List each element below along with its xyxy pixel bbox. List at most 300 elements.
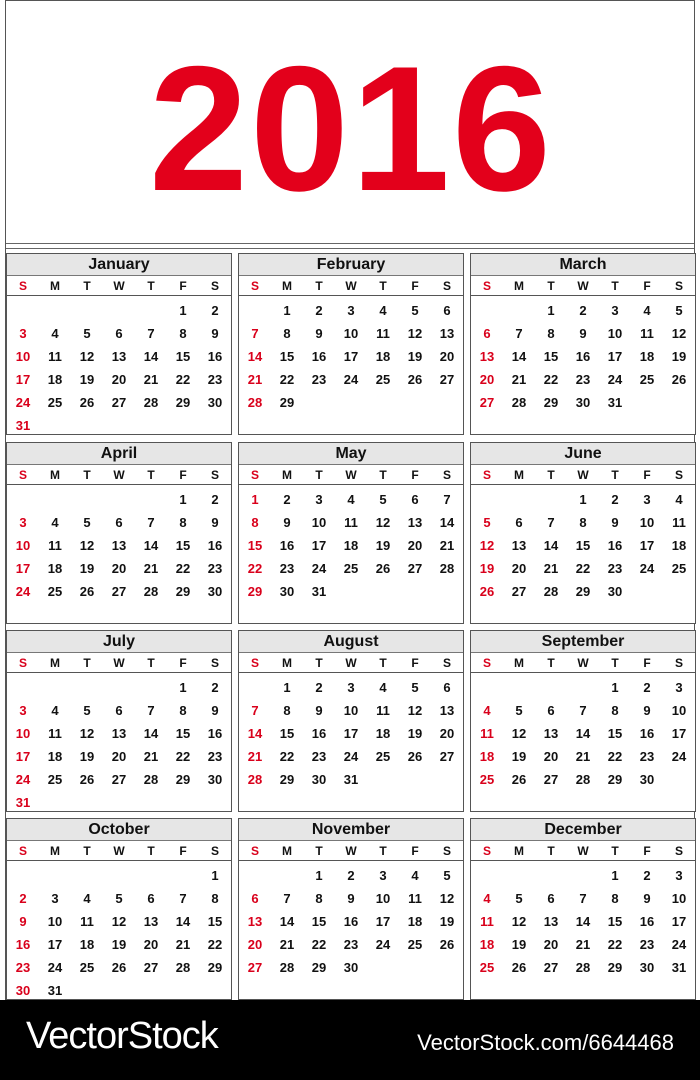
week-row <box>239 699 463 722</box>
day-cell: 11 <box>480 726 494 741</box>
week-row <box>239 864 463 887</box>
weekday-label: F <box>411 843 419 858</box>
day-cell: 9 <box>315 326 323 341</box>
day-cell: 8 <box>179 326 187 341</box>
week-row <box>7 391 231 414</box>
day-cell: 12 <box>79 726 95 741</box>
day-cell: 18 <box>479 937 495 952</box>
day-cell: 9 <box>211 326 219 341</box>
day-cell: 7 <box>179 891 187 906</box>
day-cell: 14 <box>143 349 159 364</box>
weekday-label: T <box>547 843 555 858</box>
weekday-label: S <box>442 467 451 482</box>
day-cell: 22 <box>279 372 295 387</box>
weekday-label: S <box>442 655 451 670</box>
day-cell: 11 <box>48 349 62 364</box>
day-cell: 2 <box>579 303 587 318</box>
day-cell: 30 <box>207 395 223 410</box>
weekday-header <box>471 465 695 485</box>
day-cell: 23 <box>207 749 223 764</box>
day-cell: 10 <box>343 326 359 341</box>
day-cell: 27 <box>439 749 455 764</box>
week-row <box>239 345 463 368</box>
day-cell: 1 <box>611 868 619 883</box>
week-row <box>239 368 463 391</box>
week-row <box>239 322 463 345</box>
calendar-sheet <box>5 0 695 1000</box>
day-cell: 17 <box>15 561 31 576</box>
day-cell: 14 <box>143 538 159 553</box>
day-cell: 24 <box>47 960 63 975</box>
day-cell: 30 <box>311 772 327 787</box>
week-row <box>471 745 695 768</box>
day-cell: 2 <box>347 868 355 883</box>
day-cell: 16 <box>207 349 223 364</box>
day-cell: 30 <box>207 584 223 599</box>
day-cell: 9 <box>283 515 291 530</box>
day-cell: 15 <box>175 349 191 364</box>
day-cell: 12 <box>111 914 127 929</box>
day-cell: 7 <box>147 703 155 718</box>
day-cell: 12 <box>511 914 527 929</box>
day-cell: 31 <box>47 983 63 998</box>
day-cell: 29 <box>607 960 623 975</box>
week-row <box>471 910 695 933</box>
day-cell: 18 <box>639 349 655 364</box>
day-cell: 4 <box>51 515 59 530</box>
day-cell: 10 <box>607 326 623 341</box>
day-cell: 10 <box>15 538 31 553</box>
day-cell: 31 <box>15 795 31 810</box>
week-row <box>239 534 463 557</box>
day-cell: 27 <box>479 395 495 410</box>
day-cell: 28 <box>143 395 159 410</box>
weekday-label: T <box>379 467 387 482</box>
day-cell: 5 <box>515 891 523 906</box>
weekday-header <box>7 841 231 861</box>
day-cell: 10 <box>343 703 359 718</box>
day-cell: 25 <box>479 772 495 787</box>
day-cell: 6 <box>147 891 155 906</box>
day-cell: 5 <box>83 515 91 530</box>
week-row <box>471 299 695 322</box>
day-cell: 12 <box>479 538 495 553</box>
weekday-label: T <box>147 843 155 858</box>
day-cell: 8 <box>579 515 587 530</box>
weeks <box>471 861 695 979</box>
day-cell: 10 <box>375 891 391 906</box>
day-cell: 7 <box>579 891 587 906</box>
day-cell: 13 <box>111 538 127 553</box>
day-cell: 11 <box>48 538 62 553</box>
day-cell: 4 <box>411 868 419 883</box>
week-row <box>7 956 231 979</box>
day-cell: 19 <box>375 538 391 553</box>
day-cell: 13 <box>543 914 559 929</box>
weekday-label: W <box>113 655 125 670</box>
day-cell: 20 <box>439 349 455 364</box>
day-cell: 28 <box>279 960 295 975</box>
day-cell: 25 <box>479 960 495 975</box>
week-row <box>471 722 695 745</box>
day-cell: 18 <box>671 538 687 553</box>
day-cell: 12 <box>671 326 687 341</box>
day-cell: 28 <box>247 772 263 787</box>
day-cell: 6 <box>115 703 123 718</box>
day-cell: 23 <box>207 561 223 576</box>
weekday-header <box>471 276 695 296</box>
weekday-header <box>239 841 463 861</box>
day-cell: 26 <box>79 395 95 410</box>
day-cell: 21 <box>543 561 559 576</box>
day-cell: 5 <box>115 891 123 906</box>
weekday-label: F <box>643 278 651 293</box>
weekday-label: S <box>210 278 219 293</box>
day-cell: 6 <box>443 303 451 318</box>
day-cell: 22 <box>575 561 591 576</box>
day-cell: 11 <box>344 515 358 530</box>
day-cell: 25 <box>375 372 391 387</box>
day-cell: 30 <box>279 584 295 599</box>
weekday-header <box>239 465 463 485</box>
day-cell: 13 <box>439 326 455 341</box>
day-cell: 6 <box>443 680 451 695</box>
weekday-label: T <box>147 278 155 293</box>
day-cell: 18 <box>375 349 391 364</box>
day-cell: 2 <box>19 891 27 906</box>
week-row <box>239 580 463 603</box>
weekday-label: S <box>482 655 491 670</box>
day-cell: 6 <box>547 891 555 906</box>
day-cell: 15 <box>607 914 623 929</box>
day-cell: 2 <box>211 492 219 507</box>
day-cell: 1 <box>283 303 291 318</box>
day-cell: 10 <box>671 891 687 906</box>
weeks <box>471 673 695 791</box>
month-february <box>238 253 464 435</box>
day-cell: 3 <box>643 492 651 507</box>
weekday-label: T <box>83 843 91 858</box>
weekday-label: S <box>250 278 259 293</box>
weekday-label: F <box>179 843 187 858</box>
day-cell: 23 <box>575 372 591 387</box>
week-row <box>239 745 463 768</box>
weekday-label: W <box>113 278 125 293</box>
day-cell: 18 <box>375 726 391 741</box>
divider <box>6 248 694 249</box>
day-cell: 26 <box>79 584 95 599</box>
day-cell: 15 <box>543 349 559 364</box>
day-cell: 9 <box>643 891 651 906</box>
day-cell: 11 <box>376 703 390 718</box>
day-cell: 22 <box>311 937 327 952</box>
week-row <box>471 488 695 511</box>
day-cell: 10 <box>671 703 687 718</box>
day-cell: 18 <box>479 749 495 764</box>
day-cell: 24 <box>15 584 31 599</box>
day-cell: 1 <box>179 492 187 507</box>
day-cell: 31 <box>671 960 687 975</box>
day-cell: 1 <box>251 492 259 507</box>
month-september <box>470 630 696 812</box>
day-cell: 21 <box>143 561 159 576</box>
day-cell: 25 <box>47 584 63 599</box>
month-october <box>6 818 232 1000</box>
day-cell: 29 <box>607 772 623 787</box>
day-cell: 7 <box>579 703 587 718</box>
weekday-label: M <box>514 467 524 482</box>
day-cell: 3 <box>315 492 323 507</box>
day-cell: 1 <box>179 303 187 318</box>
weekday-label: T <box>379 278 387 293</box>
day-cell: 20 <box>511 561 527 576</box>
week-row <box>471 768 695 791</box>
day-cell: 25 <box>79 960 95 975</box>
day-cell: 2 <box>643 868 651 883</box>
day-cell: 6 <box>411 492 419 507</box>
weekday-header <box>7 465 231 485</box>
divider <box>6 243 694 244</box>
day-cell: 27 <box>247 960 263 975</box>
month-title: September <box>471 631 695 653</box>
week-row <box>471 580 695 603</box>
day-cell: 20 <box>111 561 127 576</box>
weekday-label: W <box>577 655 589 670</box>
day-cell: 27 <box>543 772 559 787</box>
weekday-label: S <box>674 278 683 293</box>
day-cell: 23 <box>279 561 295 576</box>
day-cell: 26 <box>671 372 687 387</box>
week-row <box>471 511 695 534</box>
day-cell: 19 <box>511 937 527 952</box>
day-cell: 27 <box>407 561 423 576</box>
day-cell: 15 <box>175 726 191 741</box>
weekday-header <box>471 841 695 861</box>
weekday-label: T <box>611 843 619 858</box>
day-cell: 5 <box>483 515 491 530</box>
weekday-label: T <box>147 467 155 482</box>
day-cell: 29 <box>207 960 223 975</box>
day-cell: 5 <box>83 703 91 718</box>
day-cell: 19 <box>479 561 495 576</box>
day-cell: 18 <box>343 538 359 553</box>
weekday-label: T <box>315 655 323 670</box>
day-cell: 27 <box>111 772 127 787</box>
day-cell: 26 <box>511 772 527 787</box>
day-cell: 4 <box>483 891 491 906</box>
day-cell: 26 <box>407 749 423 764</box>
weekday-label: S <box>674 843 683 858</box>
day-cell: 23 <box>207 372 223 387</box>
day-cell: 24 <box>671 749 687 764</box>
day-cell: 26 <box>79 772 95 787</box>
month-title: April <box>7 443 231 465</box>
week-row <box>7 768 231 791</box>
day-cell: 27 <box>111 584 127 599</box>
day-cell: 14 <box>175 914 191 929</box>
day-cell: 4 <box>379 303 387 318</box>
day-cell: 19 <box>439 914 455 929</box>
day-cell: 18 <box>79 937 95 952</box>
day-cell: 7 <box>147 326 155 341</box>
day-cell: 17 <box>15 749 31 764</box>
weekday-label: W <box>345 655 357 670</box>
month-title: May <box>239 443 463 465</box>
weekday-label: M <box>514 655 524 670</box>
day-cell: 13 <box>543 726 559 741</box>
day-cell: 24 <box>15 772 31 787</box>
week-row <box>7 488 231 511</box>
weekday-label: T <box>147 655 155 670</box>
week-row <box>239 768 463 791</box>
weekday-label: M <box>282 843 292 858</box>
day-cell: 30 <box>575 395 591 410</box>
day-cell: 6 <box>515 515 523 530</box>
day-cell: 9 <box>611 515 619 530</box>
day-cell: 29 <box>279 395 295 410</box>
weekday-label: S <box>210 655 219 670</box>
day-cell: 13 <box>247 914 263 929</box>
month-december <box>470 818 696 1000</box>
week-row <box>7 910 231 933</box>
day-cell: 6 <box>251 891 259 906</box>
day-cell: 19 <box>407 349 423 364</box>
day-cell: 3 <box>347 680 355 695</box>
day-cell: 4 <box>83 891 91 906</box>
day-cell: 2 <box>315 303 323 318</box>
day-cell: 25 <box>375 749 391 764</box>
day-cell: 6 <box>483 326 491 341</box>
day-cell: 24 <box>15 395 31 410</box>
day-cell: 10 <box>639 515 655 530</box>
weekday-label: S <box>18 843 27 858</box>
day-cell: 20 <box>439 726 455 741</box>
day-cell: 23 <box>311 372 327 387</box>
weekday-label: S <box>442 278 451 293</box>
weekday-label: T <box>611 278 619 293</box>
day-cell: 12 <box>79 538 95 553</box>
day-cell: 18 <box>47 561 63 576</box>
day-cell: 11 <box>376 326 390 341</box>
day-cell: 27 <box>111 395 127 410</box>
day-cell: 9 <box>643 703 651 718</box>
day-cell: 15 <box>175 538 191 553</box>
day-cell: 13 <box>111 726 127 741</box>
weekday-header <box>471 653 695 673</box>
day-cell: 28 <box>143 772 159 787</box>
day-cell: 16 <box>207 538 223 553</box>
day-cell: 16 <box>639 726 655 741</box>
day-cell: 20 <box>407 538 423 553</box>
weeks <box>239 673 463 791</box>
week-row <box>7 511 231 534</box>
day-cell: 3 <box>51 891 59 906</box>
day-cell: 4 <box>675 492 683 507</box>
weeks <box>7 296 231 437</box>
day-cell: 7 <box>283 891 291 906</box>
week-row <box>239 676 463 699</box>
day-cell: 3 <box>19 515 27 530</box>
day-cell: 21 <box>279 937 295 952</box>
day-cell: 28 <box>175 960 191 975</box>
month-august <box>238 630 464 812</box>
day-cell: 16 <box>607 538 623 553</box>
day-cell: 17 <box>47 937 63 952</box>
day-cell: 17 <box>311 538 327 553</box>
day-cell: 27 <box>439 372 455 387</box>
day-cell: 22 <box>279 749 295 764</box>
day-cell: 11 <box>672 515 686 530</box>
weeks <box>471 296 695 414</box>
month-title: August <box>239 631 463 653</box>
day-cell: 30 <box>639 960 655 975</box>
weekday-label: S <box>442 843 451 858</box>
day-cell: 25 <box>671 561 687 576</box>
weekday-label: T <box>315 843 323 858</box>
weeks <box>7 673 231 814</box>
weekday-label: M <box>514 278 524 293</box>
weeks <box>239 296 463 414</box>
weekday-label: W <box>345 278 357 293</box>
day-cell: 28 <box>247 395 263 410</box>
day-cell: 27 <box>543 960 559 975</box>
day-cell: 30 <box>607 584 623 599</box>
day-cell: 29 <box>175 395 191 410</box>
week-row <box>7 887 231 910</box>
weekday-label: F <box>179 278 187 293</box>
day-cell: 21 <box>143 749 159 764</box>
day-cell: 28 <box>439 561 455 576</box>
week-row <box>239 910 463 933</box>
day-cell: 12 <box>511 726 527 741</box>
month-title: March <box>471 254 695 276</box>
day-cell: 23 <box>639 937 655 952</box>
week-row <box>471 391 695 414</box>
day-cell: 11 <box>48 726 62 741</box>
week-row <box>7 722 231 745</box>
week-row <box>7 299 231 322</box>
day-cell: 12 <box>407 703 423 718</box>
weekday-label: S <box>18 467 27 482</box>
month-june <box>470 442 696 624</box>
weekday-label: T <box>547 467 555 482</box>
weekday-label: T <box>315 278 323 293</box>
weekday-label: T <box>315 467 323 482</box>
weekday-label: S <box>482 278 491 293</box>
day-cell: 26 <box>479 584 495 599</box>
day-cell: 23 <box>607 561 623 576</box>
day-cell: 19 <box>511 749 527 764</box>
day-cell: 16 <box>575 349 591 364</box>
weekday-label: S <box>250 655 259 670</box>
week-row <box>239 391 463 414</box>
week-row <box>7 414 231 437</box>
day-cell: 8 <box>611 891 619 906</box>
week-row <box>239 887 463 910</box>
day-cell: 31 <box>607 395 623 410</box>
week-row <box>471 557 695 580</box>
day-cell: 25 <box>639 372 655 387</box>
day-cell: 8 <box>283 326 291 341</box>
day-cell: 28 <box>575 960 591 975</box>
weekday-header <box>239 653 463 673</box>
weekday-label: T <box>83 278 91 293</box>
week-row <box>7 534 231 557</box>
week-row <box>239 722 463 745</box>
day-cell: 22 <box>175 561 191 576</box>
month-title: July <box>7 631 231 653</box>
day-cell: 25 <box>343 561 359 576</box>
